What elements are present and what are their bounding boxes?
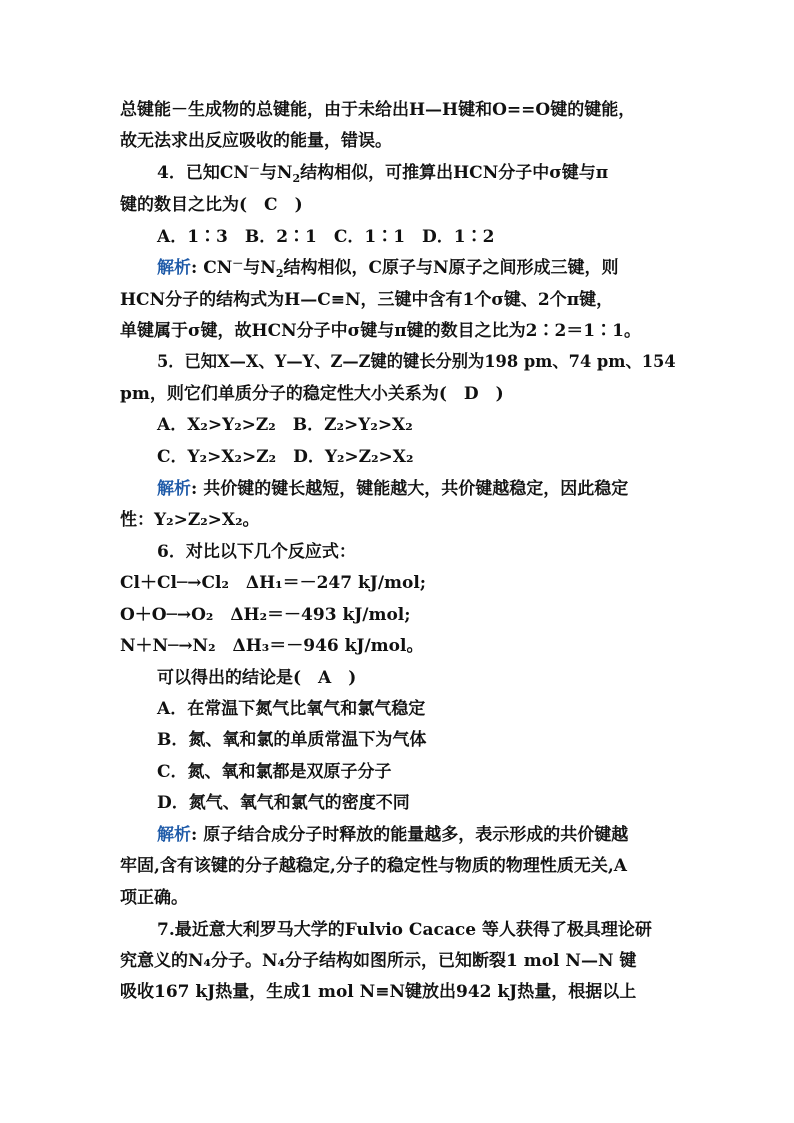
q4-stem-line-1: 4．已知CN－与$N_2$结构相似，可推算出HCN分子中σ键与π [157,162,609,185]
q4-options: A．1∶3 B．2∶1 C．1∶1 D．1∶2 [157,227,495,247]
q7-stem-line-1: 7.最近意大利罗马大学的Fulvio Cacace 等人获得了极具理论研 [157,920,652,940]
q3-analysis-line-2: 故无法求出反应吸收的能量，错误。 [120,131,392,151]
q6-option-c: C．氮、氧和氯都是双原子分子 [157,762,392,782]
q5-options-row-1 [157,413,413,437]
q5-stem-line-1: 5．已知X—X、Y—Y、Z—Z键的键长分别为198 pm、74 pm、154 [157,352,676,372]
q3-analysis-line-1: 总键能－生成物的总键能，由于未给出H—H键和O==O键的键能， [120,100,636,120]
q6-equation-3: N＋N─→N₂ ΔH₃＝－946 kJ/mol。 [120,636,424,656]
q6-stem: 6．对比以下几个反应式： [157,542,356,562]
q5-option-d: D．Y₂>Z₂>X₂ [293,447,414,467]
q5-analysis-line-1: 解析: 共价键的键长越短，键能越大，共价键越稳定，因此稳定 [157,479,629,499]
q6-option-d: D．氮气、氧气和氯气的密度不同 [157,793,410,813]
q4-analysis-line-1: 解析: CN－与$N_2$结构相似，C原子与N原子之间形成三键，则 [157,257,619,280]
q6-option-b: B．氮、氧和氯的单质常温下为气体 [157,730,427,750]
q4-analysis-line-2: HCN分子的结构式为H—C≡N，三键中含有1个σ键、2个π键， [120,290,614,310]
q6-prompt: 可以得出的结论是( A ) [157,668,357,688]
q6-analysis-line-3: 项正确。 [120,888,188,908]
q5-stem-line-2: pm，则它们单质分子的稳定性大小关系为( D ) [120,384,504,404]
analysis-label: 解析 [157,825,191,845]
q5-options-row-2 [157,445,413,469]
q7-stem-line-3: 吸收167 kJ热量，生成1 mol N≡N键放出942 kJ热量，根据以上 [120,982,637,1002]
q6-option-a: A．在常温下氮气比氧气和氯气稳定 [157,699,426,719]
q7-stem-line-2: 究意义的N₄分子。N₄分子结构如图所示，已知断裂1 mol N—N 键 [120,951,637,971]
q6-analysis-line-2: 牢固,含有该键的分子越稳定,分子的稳定性与物质的物理性质无关,A [120,856,627,876]
q6-equation-1: Cl＋Cl─→Cl₂ ΔH₁＝－247 kJ/mol; [120,573,427,593]
analysis-label: 解析 [157,479,191,499]
q5-option-a: A．X₂>Y₂>Z₂ [157,415,276,435]
q6-equation-2: O＋O─→O₂ ΔH₂＝－493 kJ/mol; [120,605,411,625]
q6-analysis-line-1: 解析: 原子结合成分子时释放的能量越多，表示形成的共价键越 [157,825,629,845]
analysis-label: 解析 [157,258,191,278]
q4-analysis-line-3: 单键属于σ键，故HCN分子中σ键与π键的数目之比为2∶2＝1∶1。 [120,321,641,341]
q5-analysis-line-2: 性：Y₂>Z₂>X₂。 [120,510,260,530]
q4-stem-line-2: 键的数目之比为( C ) [120,195,303,215]
q5-option-c: C．Y₂>X₂>Z₂ [157,447,277,467]
q5-option-b: B．Z₂>Y₂>X₂ [292,415,413,435]
